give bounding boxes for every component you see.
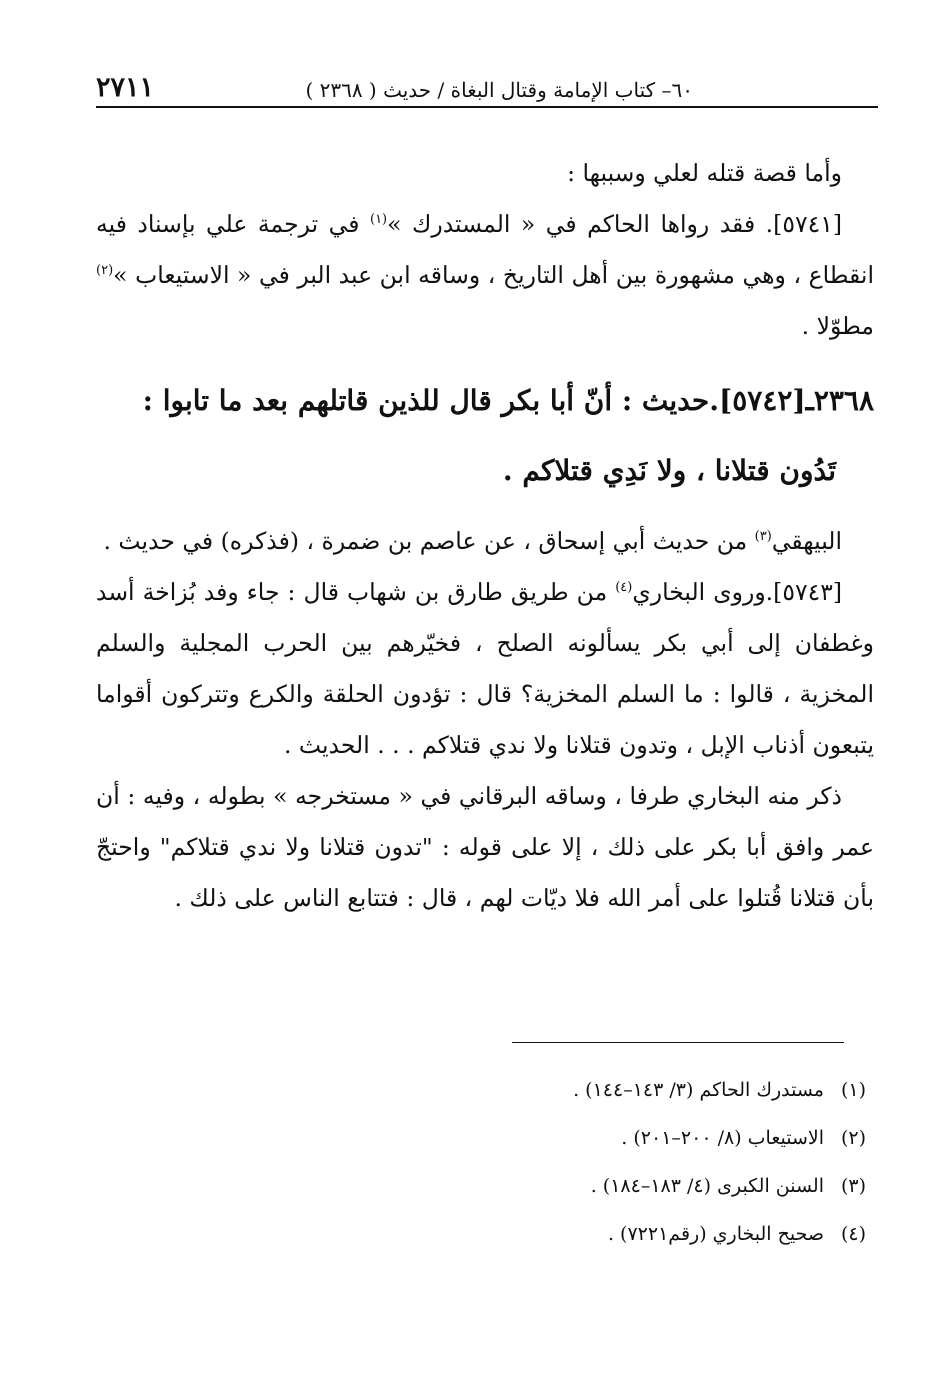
footnote-text: صحيح البخاري (رقم٧٢٢١) . bbox=[607, 1223, 824, 1245]
paragraph-intro: وأما قصة قتله لعلي وسببها : bbox=[567, 159, 842, 187]
header-rule bbox=[96, 106, 878, 108]
paragraph-text: في ترجمة علي بإسناد فيه انقطاع ، وهي مشهورة بين أهل التاريخ ، وساقه ابن عبد البر في « الاستيعاب » bbox=[96, 210, 874, 289]
paragraph-5743 bbox=[96, 567, 874, 771]
footnote-item bbox=[366, 1162, 866, 1210]
footnotes bbox=[366, 1066, 866, 1258]
footnote-marker-3[interactable]: (٣) bbox=[754, 529, 772, 545]
paragraph-text: من طريق طارق بن شهاب قال : جاء وفد بُزاخة أسد وغطفان إلى أبي بكر يسألونه الصلح ، فخيّرهم بين الحرب المجلية والسلم المخزية ، قالوا : ما السلم المخزية؟ قال : تؤدون الحلقة والكرع وتتركون أقواما يتبعون أذناب الإبل ، وتدون قتلانا ولا ندي قتلاكم . . . الحديث . bbox=[96, 578, 874, 759]
footnote-marker-4[interactable]: (٤) bbox=[615, 580, 633, 596]
paragraph-text: [٥٧٤٣].وروى البخاري bbox=[632, 578, 842, 606]
page-header bbox=[96, 66, 878, 108]
footnote-text: الاستيعاب (٨/ ٢٠٠–٢٠١) . bbox=[621, 1127, 824, 1149]
footnote-text: السنن الكبرى (٤/ ١٨٣–١٨٤) . bbox=[590, 1175, 824, 1197]
paragraph-text: [٥٧٤١]. فقد رواها الحاكم في « المستدرك » bbox=[387, 210, 842, 238]
footnote-number: (٣) bbox=[840, 1175, 866, 1197]
paragraph-bayhaqi bbox=[96, 516, 874, 567]
page-number: ٢٧١١ bbox=[96, 72, 155, 103]
hadith-heading-line-2: تَدُون قتلانا ، ولا نَدِي قتلاكم . bbox=[502, 454, 836, 487]
main-text bbox=[96, 148, 874, 924]
footnote-marker-1[interactable]: (١) bbox=[369, 212, 388, 228]
paragraph-5741 bbox=[96, 199, 874, 352]
hadith-heading bbox=[96, 366, 874, 506]
footnote-item bbox=[366, 1114, 866, 1162]
footnote-number: (١) bbox=[840, 1079, 866, 1101]
footnote-number: (٤) bbox=[840, 1223, 866, 1245]
paragraph-barqani: ذكر منه البخاري طرفا ، وساقه البرقاني في « مستخرجه » بطوله ، وفيه : أن عمر وافق أبا بكر على ذلك ، إلا على قوله : "تدون قتلانا ولا ندي قتلاكم" واحتجّ بأن قتلانا قُتلوا على أمر الله فلا ديّات لهم ، قال : فتتابع الناس على ذلك . bbox=[96, 782, 874, 912]
footnote-number: (٢) bbox=[840, 1127, 866, 1149]
running-title: ٦٠– كتاب الإمامة وقتال البغاة / حديث ( ٢٣٦٨ ) bbox=[305, 78, 693, 102]
paragraph-text: من حديث أبي إسحاق ، عن عاصم بن ضمرة ، (فذكره) في حديث . bbox=[103, 527, 755, 555]
footnote-marker-2[interactable]: (٢) bbox=[96, 263, 114, 279]
paragraph-text: مطوّلا . bbox=[801, 312, 874, 340]
hadith-heading-line-1: ٢٣٦٨ـ[٥٧٤٢].حديث : أنّ أبا بكر قال للذين قاتلهم بعد ما تابوا : bbox=[142, 384, 874, 417]
footnotes-separator bbox=[512, 1042, 844, 1043]
paragraph-text: البيهقي bbox=[771, 527, 842, 555]
footnote-item bbox=[366, 1210, 866, 1258]
footnote-item bbox=[366, 1066, 866, 1114]
footnote-text: مستدرك الحاكم (٣/ ١٤٣–١٤٤) . bbox=[573, 1079, 824, 1101]
